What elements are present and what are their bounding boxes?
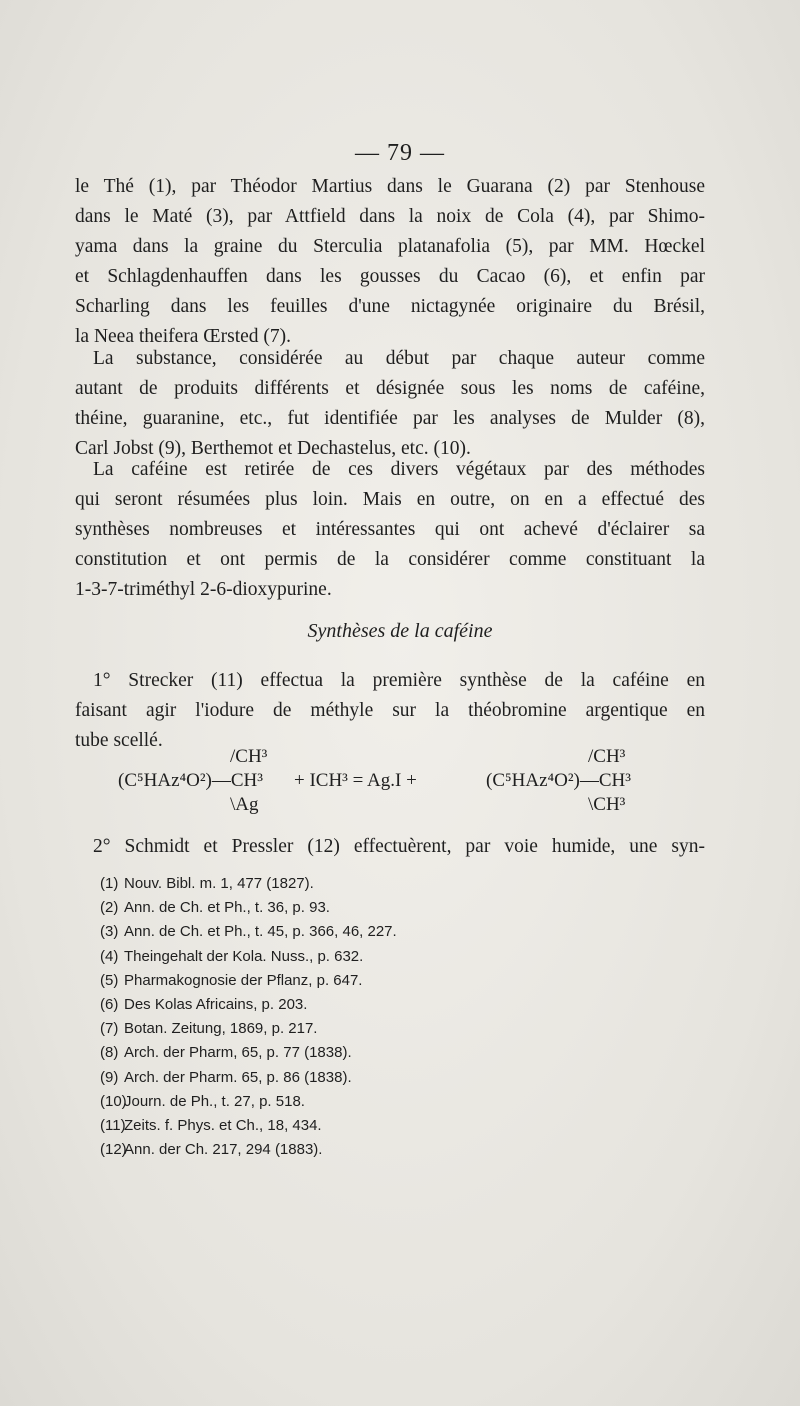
formula-right-top: /CH³ <box>588 746 626 767</box>
text-line: 1-3-7-triméthyl 2-6-dioxypurine. <box>75 579 332 600</box>
footnote-number: (10) <box>100 1092 127 1110</box>
footnote-number: (8) <box>100 1044 119 1062</box>
footnote <box>100 1017 700 1041</box>
footnote-text: Ann. de Ch. et Ph., t. 36, p. 93. <box>124 899 330 917</box>
text-line: La caféine est retirée de ces divers végétaux par des méthodes <box>93 459 705 480</box>
footnote-text: Ann. de Ch. et Ph., t. 45, p. 366, 46, 227. <box>124 923 397 941</box>
footnote <box>100 896 700 920</box>
footnote-number: (7) <box>100 1020 119 1038</box>
text-line: dans le Maté (3), par Attfield dans la noix de Cola (4), par Shimo- <box>75 206 705 227</box>
footnote-text: Ann. der Ch. 217, 294 (1883). <box>124 1141 323 1159</box>
paragraph-5 <box>75 832 705 862</box>
text-line: 2° Schmidt et Pressler (12) effectuèrent, par voie humide, une syn- <box>93 836 705 857</box>
footnote <box>100 969 700 993</box>
footnote-number: (3) <box>100 923 119 941</box>
text-line: yama dans la graine du Sterculia platanafolia (5), par MM. Hœckel <box>75 236 705 257</box>
page-number: — 79 — <box>355 140 445 166</box>
text-line: et Schlagdenhauffen dans les gousses du Cacao (6), et enfin par <box>75 266 705 287</box>
paragraph-4 <box>75 666 705 756</box>
footnote-text: Zeits. f. Phys. et Ch., 18, 434. <box>124 1117 322 1135</box>
footnote-number: (1) <box>100 875 119 892</box>
footnote <box>100 1138 700 1162</box>
text-line: tube scellé. <box>75 730 163 751</box>
footnote-text: Nouv. Bibl. m. 1, 477 (1827). <box>124 875 314 892</box>
text-line: qui seront résumées plus loin. Mais en outre, on en a effectué des <box>75 489 705 510</box>
footnote-text: Journ. de Ph., t. 27, p. 518. <box>124 1092 305 1110</box>
formula-left-bot: \Ag <box>230 794 259 815</box>
footnote-text: Des Kolas Africains, p. 203. <box>124 996 308 1014</box>
footnote-text: Pharmakognosie der Pflanz, p. 647. <box>124 971 363 989</box>
footnote-text: Arch. der Pharm, 65, p. 77 (1838). <box>124 1044 352 1062</box>
section-heading: Synthèses de la caféine <box>307 620 493 642</box>
footnote-number: (9) <box>100 1068 119 1086</box>
footnote-number: (5) <box>100 971 119 989</box>
footnote <box>100 1066 700 1090</box>
footnotes <box>100 872 700 1162</box>
chemical-equation <box>118 746 718 822</box>
footnote <box>100 1090 700 1114</box>
text-line: le Thé (1), par Théodor Martius dans le Guarana (2) par Stenhouse <box>75 176 705 197</box>
footnote-text: Theingehalt der Kola. Nuss., p. 632. <box>124 947 364 965</box>
formula-left-mid: (C⁵HAz⁴O²)—CH³ <box>118 770 263 791</box>
text-line: Scharling dans les feuilles d'une nictagynée originaire du Brésil, <box>75 296 705 317</box>
text-line: Carl Jobst (9), Berthemot et Dechastelus, etc. (10). <box>75 438 471 459</box>
footnote-number: (11) <box>100 1117 126 1135</box>
footnote <box>100 945 700 969</box>
footnote-text: Arch. der Pharm. 65, p. 86 (1838). <box>124 1068 352 1086</box>
footnote <box>100 993 700 1017</box>
formula-right-bot: \CH³ <box>588 794 626 815</box>
text-line: théine, guaranine, etc., fut identifiée par les analyses de Mulder (8), <box>75 408 705 429</box>
formula-left-top: /CH³ <box>230 746 268 767</box>
text-line: autant de produits différents et désignée sous les noms de caféine, <box>75 378 705 399</box>
paragraph-3 <box>75 455 705 605</box>
text-line: constitution et ont permis de la considérer comme constituant la <box>75 549 705 570</box>
text-line: synthèses nombreuses et intéressantes qui ont achevé d'éclairer sa <box>75 519 705 540</box>
text-line: La substance, considérée au début par chaque auteur comme <box>93 348 705 369</box>
footnote <box>100 872 700 896</box>
footnote-number: (2) <box>100 899 119 917</box>
footnote-text: Botan. Zeitung, 1869, p. 217. <box>124 1020 318 1038</box>
footnote <box>100 1114 700 1138</box>
footnote <box>100 920 700 944</box>
text-line: la Neea theifera Œrsted (7). <box>75 326 292 347</box>
footnote-number: (6) <box>100 996 119 1014</box>
formula-middle: + ICH³ = Ag.I + <box>294 770 417 791</box>
footnote-number: (4) <box>100 947 119 965</box>
formula-right-mid: (C⁵HAz⁴O²)—CH³ <box>486 770 631 791</box>
text-line: faisant agir l'iodure de méthyle sur la théobromine argentique en <box>75 700 705 721</box>
text-line: 1° Strecker (11) effectua la première synthèse de la caféine en <box>93 670 705 691</box>
paragraph-1 <box>75 172 705 352</box>
paragraph-2 <box>75 344 705 464</box>
footnote-number: (12) <box>100 1141 127 1159</box>
footnote <box>100 1041 700 1065</box>
